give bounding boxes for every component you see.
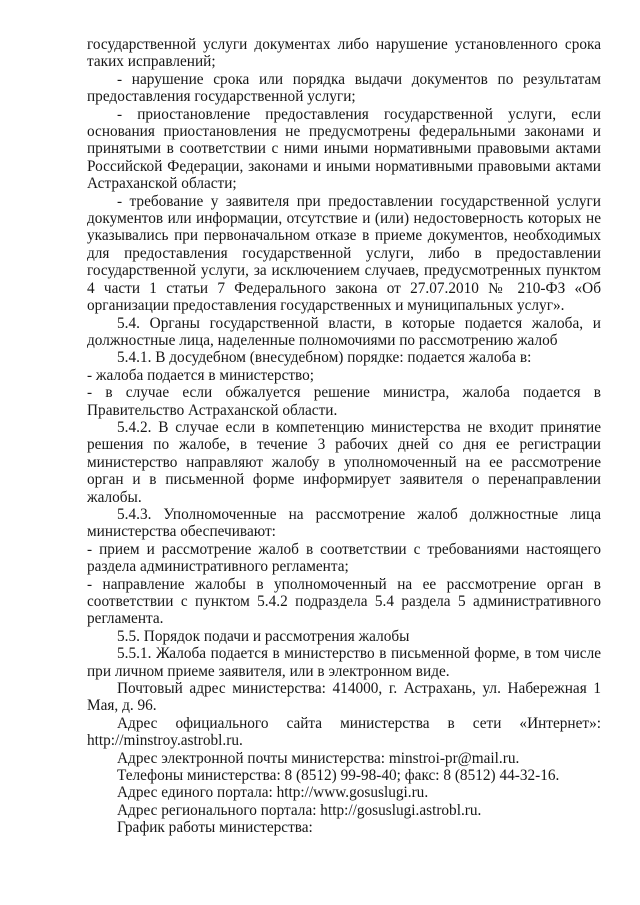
- clause-5-4-2: 5.4.2. В случае если в компетенцию министерства не входит принятие решения по жалобе, в течение 3 рабочих дней со дня ее регистрации министерство направляют жалобу в уполномоченный на ее рассмотрение орган и в письменной форме информирует заявителя о перенаправлении жалобы.: [87, 418, 601, 506]
- list-item-reception: - прием и рассмотрение жалоб в соответствии с требованиями настоящего раздела административного регламента;: [87, 540, 601, 576]
- list-item-government: - в случае если обжалуется решение министра, жалоба подается в Правительство Астраханской области.: [87, 384, 601, 419]
- list-item-forwarding: - направление жалобы в уполномоченный на ее рассмотрение орган в соответствии с пунктом 5.4.2 подраздела 5.4 раздела 5 административного регламента.: [87, 575, 601, 628]
- postal-address: Почтовый адрес министерства: 414000, г. Астрахань, ул. Набережная 1 Мая, д. 96.: [87, 680, 601, 715]
- section-heading-5-5: 5.5. Порядок подачи и рассмотрения жалобы: [117, 627, 410, 645]
- list-item-violation-deadline: - нарушение срока или порядка выдачи документов по результатам предоставления государственной услуги;: [87, 70, 601, 106]
- document-page: [87, 36, 601, 837]
- clause-5-5-1: 5.5.1. Жалоба подается в министерство в письменной форме, в том числе при личном приеме заявителя, или в электронном виде.: [87, 645, 601, 680]
- phone-numbers: Телефоны министерства: 8 (8512) 99-98-40; факс: 8 (8512) 44-32-16.: [117, 767, 560, 785]
- work-schedule-heading: График работы министерства:: [117, 819, 313, 837]
- list-item-document-requirement: - требование у заявителя при предоставлении государственной услуги документов или информации, отсутствие и (или) недостоверность которых не указывались при первоначальном отказе в приеме документов, необходимых для предоставления государственной услуги, либо в предоставлении государственной услуги, за исключением случаев, предусмотренных пунктом 4 части 1 статьи 7 Федерального закона от 27.07.2010 № 210-ФЗ «Об организации предоставления государственных и муниципальных услуг».: [87, 192, 601, 315]
- clause-5-4-1: 5.4.1. В досудебном (внесудебном) порядке: подается жалоба в:: [117, 349, 532, 367]
- website-address: Адрес официального сайта министерства в сети «Интернет»: http://minstroy.astrobl.ru.: [87, 714, 601, 750]
- clause-5-4-3: 5.4.3. Уполномоченные на рассмотрение жалоб должностные лица министерства обеспечивают:: [87, 505, 601, 541]
- paragraph-continuation: государственной услуги документах либо нарушение установленного срока таких исправлений;: [87, 36, 601, 71]
- unified-portal-address: Адрес единого портала: http://www.gosuslugi.ru.: [117, 784, 429, 802]
- regional-portal-address: Адрес регионального портала: http://gosuslugi.astrobl.ru.: [117, 801, 482, 819]
- list-item-ministry: - жалоба подается в министерство;: [87, 366, 315, 384]
- list-item-suspension: - приостановление предоставления государственной услуги, если основания приостановления не предусмотрены федеральными законами и принятыми в соответствии с ними иными нормативными правовыми актами Российской Федерации, законами и иными нормативными правовыми актами Астраханской области;: [87, 105, 601, 193]
- email-address: Адрес электронной почты министерства: minstroi-pr@mail.ru.: [117, 749, 520, 767]
- section-heading-5-4: 5.4. Органы государственной власти, в которые подается жалоба, и должностные лица, наделенные полномочиями по рассмотрению жалоб: [87, 314, 601, 349]
